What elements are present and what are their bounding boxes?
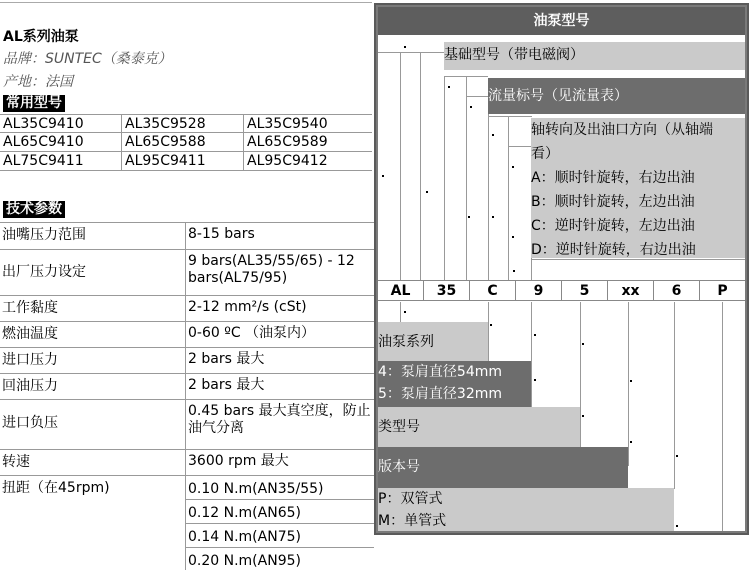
param-name: 回油压力	[0, 374, 186, 399]
param-value: 2 bars 最大	[188, 351, 265, 367]
diagram-title: 油泵型号	[378, 7, 745, 35]
version-box: 版本号	[378, 447, 628, 488]
torque-value: 0.10 N.m(AN35/55)	[186, 476, 374, 500]
guide-line	[378, 52, 444, 53]
model-code-bar	[378, 280, 745, 301]
tech-params-heading: 技术参数	[3, 201, 65, 218]
models-row	[0, 152, 372, 171]
dot	[470, 106, 472, 108]
dot	[382, 175, 384, 177]
guide-line	[674, 302, 675, 489]
dot	[513, 270, 515, 272]
diagram-body	[378, 35, 745, 531]
pipe-option: M：单管式	[378, 513, 447, 529]
param-row	[0, 348, 374, 374]
param-name: 进口负压	[0, 400, 186, 449]
dot	[582, 415, 584, 417]
flow-rate-box: 流量标号（见流量表）	[488, 78, 745, 114]
torque-value: 0.14 N.m(AN75)	[186, 524, 374, 548]
models-grid	[0, 114, 372, 171]
rotation-heading-line2: 看）	[531, 146, 559, 162]
guide-line	[400, 52, 401, 280]
diameter-option: 4：泵肩直径54mm	[378, 364, 502, 380]
guide-line	[400, 302, 401, 322]
torque-values	[186, 476, 374, 570]
param-row	[0, 296, 374, 322]
param-value: 3600 rpm 最大	[188, 453, 289, 469]
rotation-box	[531, 118, 745, 258]
dot	[492, 216, 494, 218]
code-segment: 35	[424, 281, 470, 300]
dot	[404, 46, 406, 48]
param-value: 8-15 bars	[188, 226, 255, 242]
code-segment: P	[717, 283, 728, 299]
param-row	[0, 322, 374, 348]
param-value: 9 bars(AL35/55/65) - 12 bars(AL75/95)	[188, 253, 355, 286]
rotation-option: A：顺时针旋转，右边出油	[531, 170, 695, 186]
param-row	[0, 250, 374, 296]
dot	[512, 166, 514, 168]
param-name: 扭距（在45rpm)	[0, 476, 186, 570]
model-cell: AL95C9412	[247, 153, 328, 169]
param-value: 2 bars 最大	[188, 377, 265, 393]
torque-value: 0.12 N.m(AN65)	[186, 500, 374, 524]
pipe-type-box	[378, 488, 674, 531]
guide-line	[722, 302, 723, 531]
dot	[582, 343, 584, 345]
code-segment: xx	[608, 281, 654, 300]
models-row	[0, 133, 372, 152]
param-row	[0, 223, 374, 250]
dot	[468, 216, 470, 218]
param-value: 2-12 mm²/s (cSt)	[188, 299, 307, 315]
model-cell: AL35C9410	[0, 115, 122, 132]
guide-line	[488, 116, 532, 117]
param-name: 转速	[0, 450, 186, 475]
model-cell: AL65C9588	[122, 133, 244, 151]
guide-line	[444, 76, 445, 280]
dot	[676, 525, 678, 527]
model-cell: AL65C9410	[0, 133, 122, 151]
torque-value: 0.20 N.m(AN95)	[188, 553, 301, 569]
dot	[448, 86, 450, 88]
model-code-diagram	[374, 3, 749, 535]
guide-line	[444, 76, 488, 77]
diameter-box	[378, 361, 531, 407]
base-model-box: 基础型号（带电磁阀）	[444, 42, 745, 70]
rotation-heading-line1: 轴转向及出油口方向（从轴端	[531, 122, 713, 138]
dot	[492, 134, 494, 136]
dot	[676, 455, 678, 457]
model-cell: AL65C9589	[247, 134, 328, 150]
dot	[630, 441, 632, 443]
common-models-heading: 常用型号	[3, 95, 65, 112]
guide-line	[580, 302, 581, 448]
models-row	[0, 114, 372, 133]
params-table	[0, 222, 374, 570]
param-name: 油嘴压力范围	[0, 223, 186, 249]
rotation-option: C：逆时针旋转，左边出油	[531, 218, 695, 234]
pump-series-box: 油泵系列	[378, 322, 488, 361]
model-cell: AL35C9540	[247, 116, 328, 132]
diameter-option: 5：泵肩直径32mm	[378, 386, 502, 402]
param-name: 出厂压力设定	[0, 250, 186, 295]
pipe-option: P：双管式	[378, 491, 443, 507]
guide-line	[531, 302, 532, 407]
guide-line	[508, 116, 509, 280]
code-segment: 6	[654, 281, 700, 300]
code-segment: 9	[516, 281, 562, 300]
dot	[512, 236, 514, 238]
param-value: 0-60 ºC （油泵内）	[188, 325, 316, 341]
rotation-option: D：逆时针旋转，右边出油	[531, 242, 696, 258]
param-row	[0, 374, 374, 400]
guide-line	[628, 302, 629, 466]
dot	[534, 379, 536, 381]
origin-line: 产地：法国	[3, 74, 73, 90]
model-cell: AL75C9411	[0, 152, 122, 170]
param-name: 燃油温度	[0, 322, 186, 347]
guide-line	[508, 146, 533, 147]
code-segment: C	[470, 281, 516, 300]
specs-panel	[0, 0, 374, 574]
code-segment: 5	[562, 281, 608, 300]
param-row	[0, 450, 374, 476]
code-segment: AL	[378, 281, 424, 300]
type-box: 类型号	[378, 407, 580, 447]
dot	[426, 191, 428, 193]
brand-line: 品牌：SUNTEC（桑泰克）	[3, 51, 172, 67]
dot	[534, 334, 536, 336]
top-divider	[0, 2, 372, 3]
param-name: 进口压力	[0, 348, 186, 373]
guide-line	[466, 76, 467, 280]
guide-line	[488, 302, 489, 361]
rotation-option: B：顺时针旋转，左边出油	[531, 194, 695, 210]
product-title: AL系列油泵	[3, 29, 79, 45]
model-cell: AL95C9411	[122, 152, 244, 170]
param-row-torque	[0, 476, 374, 570]
param-name: 工作黏度	[0, 296, 186, 321]
model-cell: AL35C9528	[122, 115, 244, 132]
param-row	[0, 400, 374, 450]
guide-line	[420, 52, 421, 280]
guide-line	[488, 96, 489, 280]
dot	[404, 311, 406, 313]
dot	[630, 380, 632, 382]
param-value: 0.45 bars 最大真空度，防止油气分离	[188, 403, 371, 436]
dot	[490, 324, 492, 326]
